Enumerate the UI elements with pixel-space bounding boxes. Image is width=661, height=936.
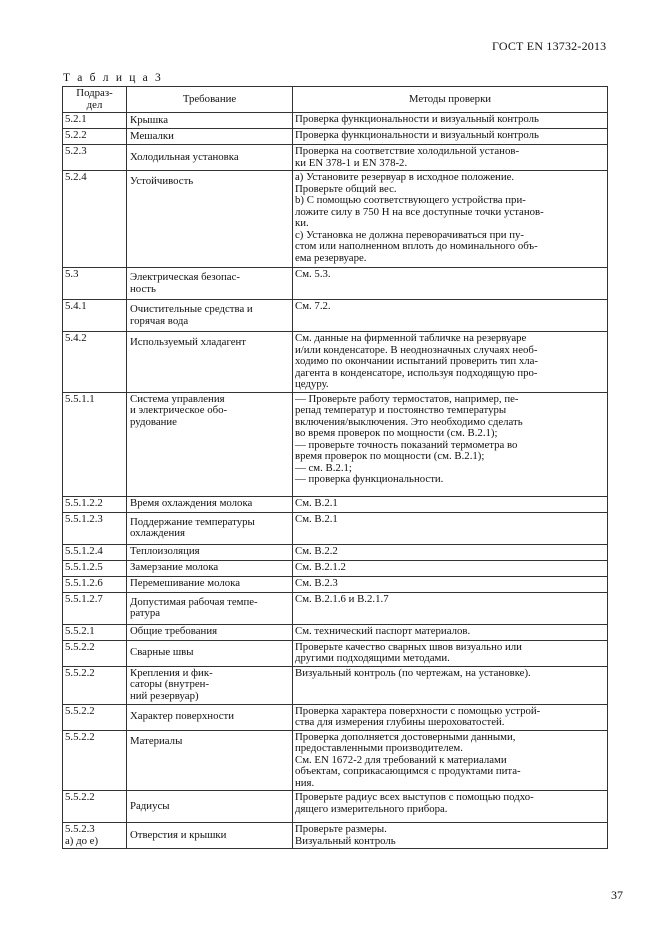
row-section: 5.3 [63,268,127,300]
row-methods: См. В.2.1 [293,496,608,512]
table-row [63,544,608,560]
row-requirement: Время охлаждения молока [127,496,293,512]
table-row [63,496,608,512]
row-methods: См. 5.3. [293,268,608,300]
row-methods: См. В.2.1 [293,512,608,544]
table-row [63,145,608,171]
row-section: 5.4.2 [63,332,127,393]
row-requirement: Холодильная установка [127,145,293,171]
row-methods: Проверка функциональности и визуальный контроль [293,129,608,145]
row-section: 5.5.2.2 [63,704,127,730]
row-requirement: Материалы [127,730,293,791]
row-methods: — Проверьте работу термостатов, например, пе- репад температур и постоянство температуры включения/выключения. Это необходимо сделать во время проверок по мощности (см. В.2.1); — проверьте точность показаний термометра во время проверок по мощности (см. В.2.1); — см. В.2.1; — проверка функциональности. [293,392,608,496]
row-section: 5.5.2.2 [63,791,127,823]
row-requirement: Теплоизоляция [127,544,293,560]
row-section: 5.5.1.2.2 [63,496,127,512]
row-methods: См. В.2.1.2 [293,560,608,576]
table-row [63,392,608,496]
row-methods: Проверьте размеры. Визуальный контроль [293,823,608,849]
row-section: 5.4.1 [63,300,127,332]
table-header-row [63,87,608,113]
row-requirement: Отверстия и крышки [127,823,293,849]
table-row [63,823,608,849]
row-methods: Проверка на соответствие холодильной установ- ки EN 378-1 и EN 378-2. [293,145,608,171]
row-methods: См. В.2.2 [293,544,608,560]
header-requirement: Требование [127,87,293,113]
row-section: 5.5.1.1 [63,392,127,496]
row-section: 5.5.1.2.6 [63,576,127,592]
table-row [63,730,608,791]
row-section: 5.5.2.2 [63,640,127,666]
row-methods: Проверьте качество сварных швов визуально или другими подходящими методами. [293,640,608,666]
row-requirement: Устойчивость [127,171,293,268]
row-methods: См. данные на фирменной табличке на резервуаре и/или конденсаторе. В неоднозначных случаях необ- ходимо по окончании испытаний проверить тип хла- дагента в конденсаторе, используя подходящую про- цедуру. [293,332,608,393]
table-row [63,268,608,300]
row-requirement: Очистительные средства и горячая вода [127,300,293,332]
table-row [63,704,608,730]
table-label: Т а б л и ц а 3 [63,72,164,84]
header-section: Подраз- дел [63,87,127,113]
table-row [63,791,608,823]
document-standard-code: ГОСТ EN 13732-2013 [492,39,607,53]
row-section: 5.2.1 [63,113,127,129]
row-methods: Проверка функциональности и визуальный контроль [293,113,608,129]
row-methods: a) Установите резервуар в исходное положение. Проверьте общий вес. b) С помощью соответствующего устройства при- ложите силу в 750 Н на все доступные точки установ- ки. c) Установка не должна переворачиваться при пу- стом или наполненном вплоть до номинального объ- ема резервуаре. [293,171,608,268]
table-row [63,113,608,129]
row-section: 5.2.3 [63,145,127,171]
table-row [63,640,608,666]
row-section: 5.5.1.2.4 [63,544,127,560]
row-requirement: Общие требования [127,624,293,640]
table-row [63,576,608,592]
table-row [63,332,608,393]
row-methods: См. технический паспорт материалов. [293,624,608,640]
row-requirement: Перемешивание молока [127,576,293,592]
row-section: 5.5.1.2.5 [63,560,127,576]
row-requirement: Замерзание молока [127,560,293,576]
table-row [63,666,608,704]
row-requirement: Сварные швы [127,640,293,666]
verification-table [62,86,608,849]
page-number: 37 [611,888,623,902]
row-requirement: Поддержание температуры охлаждения [127,512,293,544]
row-section: 5.2.4 [63,171,127,268]
row-requirement: Радиусы [127,791,293,823]
row-section: 5.5.1.2.3 [63,512,127,544]
row-section: 5.2.2 [63,129,127,145]
table-row [63,300,608,332]
row-section: 5.5.1.2.7 [63,592,127,624]
header-methods: Методы проверки [293,87,608,113]
row-requirement: Мешалки [127,129,293,145]
row-section: 5.5.2.2 [63,666,127,704]
row-methods: Проверка характера поверхности с помощью устрой- ства для измерения глубины шероховатостей. [293,704,608,730]
table-row [63,592,608,624]
table-row [63,624,608,640]
table-row [63,560,608,576]
row-methods: Визуальный контроль (по чертежам, на установке). [293,666,608,704]
row-requirement: Допустимая рабочая темпе- ратура [127,592,293,624]
row-requirement: Характер поверхности [127,704,293,730]
row-methods: Проверьте радиус всех выступов с помощью подхо- дящего измерительного прибора. [293,791,608,823]
row-requirement: Крепления и фик- саторы (внутрен- ний резервуар) [127,666,293,704]
row-section: 5.5.2.3 а) до е) [63,823,127,849]
table-row [63,129,608,145]
row-section: 5.5.2.2 [63,730,127,791]
table-row [63,512,608,544]
row-section: 5.5.2.1 [63,624,127,640]
row-methods: См. 7.2. [293,300,608,332]
row-methods: См. В.2.3 [293,576,608,592]
row-requirement: Система управления и электрическое обо- рудование [127,392,293,496]
row-requirement: Крышка [127,113,293,129]
table-row [63,171,608,268]
row-requirement: Электрическая безопас- ность [127,268,293,300]
row-requirement: Используемый хладагент [127,332,293,393]
row-methods: См. В.2.1.6 и В.2.1.7 [293,592,608,624]
row-methods: Проверка дополняется достоверными данными, предоставленными производителем. См. EN 1672-2 для требований к материалами объектам, соприкасающимся с продуктами пита- ния. [293,730,608,791]
